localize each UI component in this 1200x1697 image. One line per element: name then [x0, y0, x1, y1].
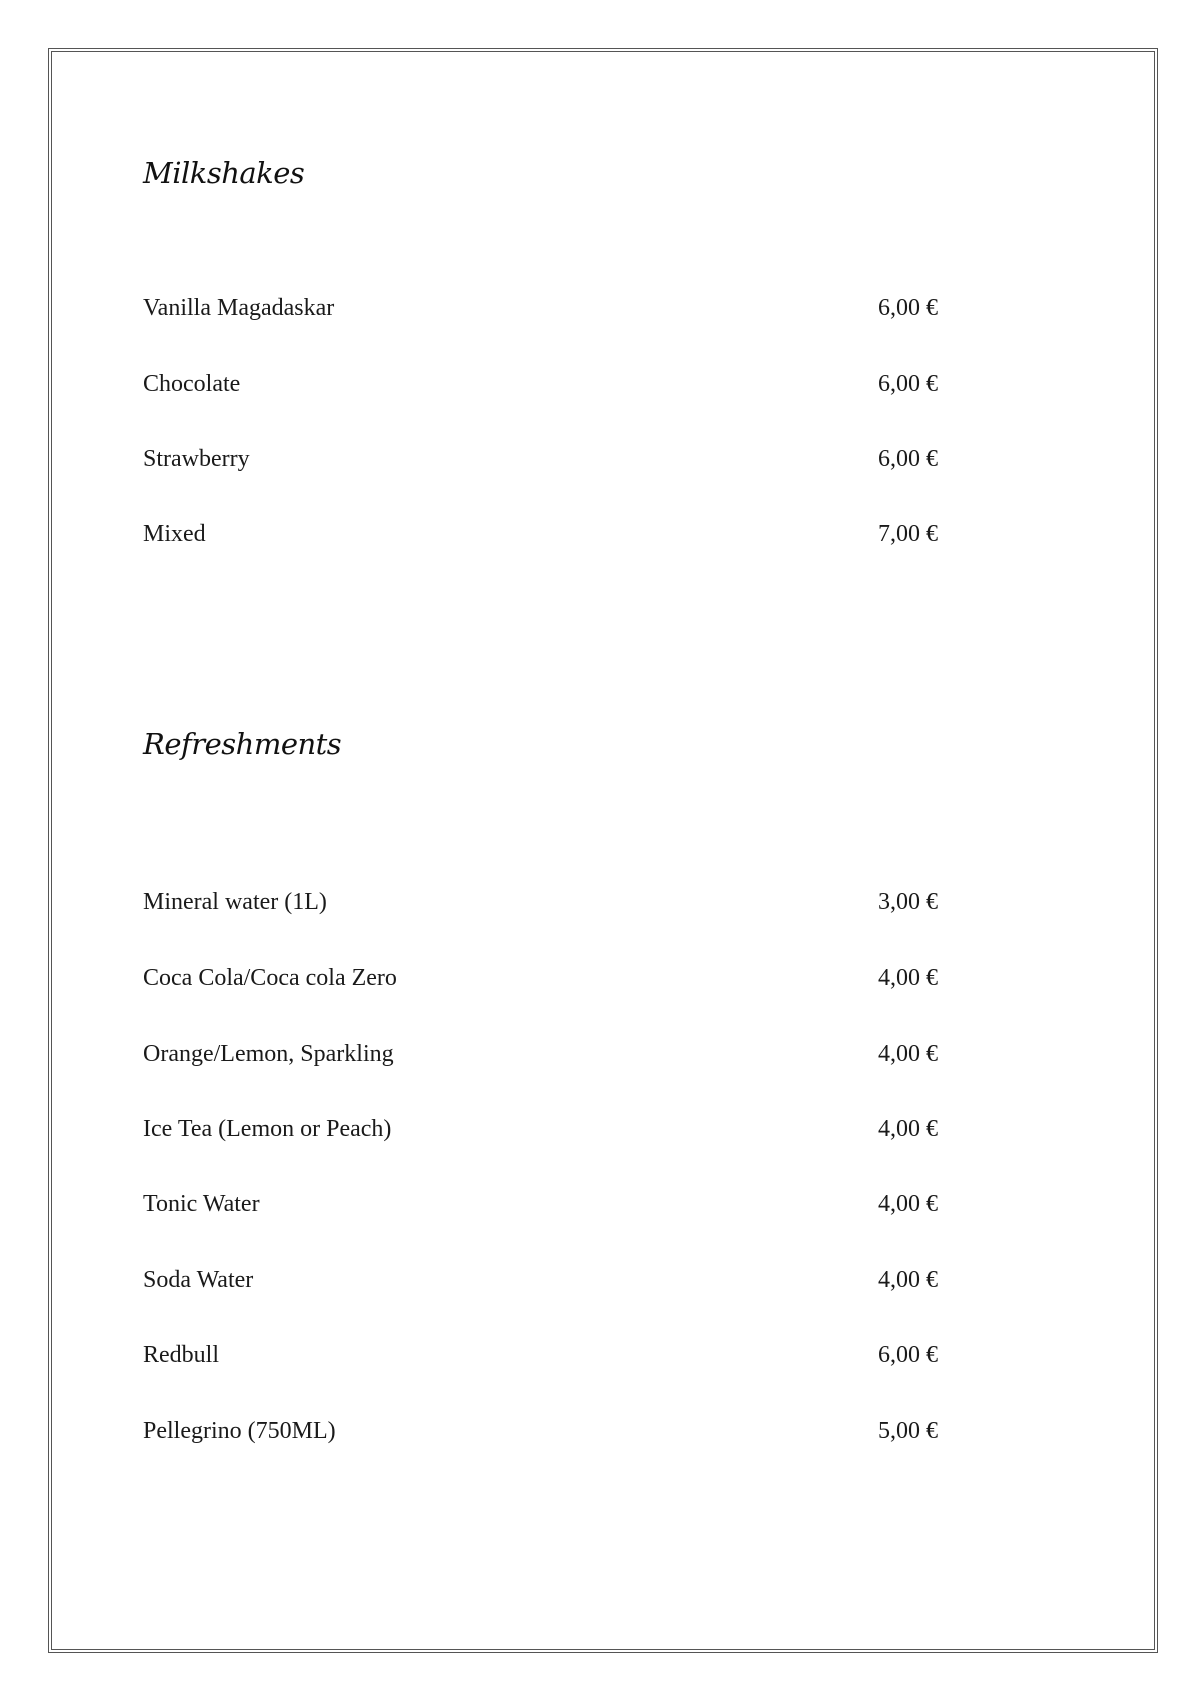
menu-item-price: 4,00 €	[878, 1115, 938, 1142]
menu-item-price: 5,00 €	[878, 1417, 938, 1444]
menu-item-price: 7,00 €	[878, 520, 938, 547]
section-title-refreshments: Refreshments	[143, 727, 342, 761]
menu-item	[143, 1339, 938, 1371]
menu-item	[143, 886, 938, 918]
menu-item-price: 4,00 €	[878, 1190, 938, 1217]
menu-item	[143, 1188, 938, 1220]
menu-item-name: Mixed	[143, 520, 206, 547]
menu-item	[143, 368, 938, 400]
menu-item-name: Redbull	[143, 1341, 219, 1368]
menu-item-name: Mineral water (1L)	[143, 888, 327, 915]
menu-item	[143, 1264, 938, 1296]
menu-item	[143, 292, 938, 324]
menu-item-price: 6,00 €	[878, 445, 938, 472]
menu-item-name: Coca Cola/Coca cola Zero	[143, 964, 397, 991]
menu-item	[143, 1415, 938, 1447]
menu-item-price: 3,00 €	[878, 888, 938, 915]
menu-item-name: Orange/Lemon, Sparkling	[143, 1040, 394, 1067]
menu-item-name: Vanilla Magadaskar	[143, 294, 335, 321]
menu-item-price: 6,00 €	[878, 294, 938, 321]
menu-item-price: 6,00 €	[878, 1341, 938, 1368]
menu-item-name: Pellegrino (750ML)	[143, 1417, 336, 1444]
menu-item	[143, 518, 938, 550]
menu-item-name: Soda Water	[143, 1266, 254, 1293]
menu-item-name: Strawberry	[143, 445, 250, 472]
section-title-milkshakes: Milkshakes	[143, 156, 305, 190]
menu-item-name: Ice Tea (Lemon or Peach)	[143, 1115, 392, 1142]
menu-item-name: Tonic Water	[143, 1190, 260, 1217]
menu-item-name: Chocolate	[143, 370, 241, 397]
menu-item-price: 4,00 €	[878, 964, 938, 991]
menu-item	[143, 1038, 938, 1070]
menu-item	[143, 1113, 938, 1145]
menu-item	[143, 443, 938, 475]
page-border-inner	[51, 51, 1155, 1650]
menu-item-price: 4,00 €	[878, 1266, 938, 1293]
menu-item-price: 4,00 €	[878, 1040, 938, 1067]
menu-item-price: 6,00 €	[878, 370, 938, 397]
menu-item	[143, 962, 938, 994]
